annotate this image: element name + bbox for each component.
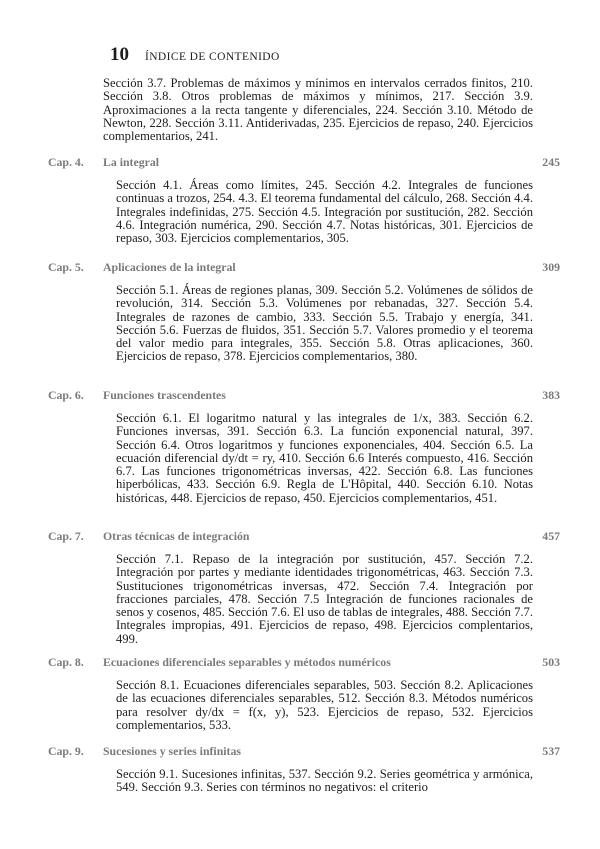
chapter-5 — [0, 260, 600, 364]
chapter-page: 457 — [542, 529, 560, 543]
chapter-sections: Sección 9.1. Sucesiones infinitas, 537. Sección 9.2. Series geométrica y armónica, 549. Sección 9.3. Series con términos no negativos: el criterio — [116, 767, 533, 795]
chapter-sections: Sección 6.1. El logaritmo natural y las integrales de 1/x, 383. Sección 6.2. Funciones inversas, 391. Sección 6.3. La función exponencial natural, 397. Sección 6.4. Otros logaritmos y funciones exponenciales, 404. Sección 6.5. La ecuación diferencial dy/dt = ry, 410. Sección 6.6 Interés compuesto, 416. Sección 6.7. Las funciones trigonométricas inversas, 422. Sección 6.8. Las funciones hiperbólicas, 433. Sección 6.9. Regla de L'Hôpital, 440. Sección 6.10. Notas históricas, 448. Ejercicios de repaso, 450. Ejercicios complementarios, 451. — [116, 411, 533, 505]
chapter-heading — [0, 529, 600, 545]
chapter-title: Funciones trascendentes — [103, 388, 226, 402]
chapter-page: 309 — [542, 260, 560, 274]
chapter-title: Ecuaciones diferenciales separables y métodos numéricos — [103, 655, 391, 669]
chapter-9 — [0, 744, 600, 795]
chapter-sections: Sección 8.1. Ecuaciones diferenciales separables, 503. Sección 8.2. Aplicaciones de las ecuaciones diferenciales separables, 512. Sección 8.3. Métodos numéricos para resolver dy/dx = f(x, y), 523. Ejercicios de repaso, 532. Ejercicios complementarios, 533. — [116, 678, 533, 732]
page-number: 10 — [110, 44, 129, 65]
chapter-label: Cap. 5. — [48, 260, 84, 274]
chapter-sections: Sección 4.1. Áreas como límites, 245. Sección 4.2. Integrales de funciones continuas a trozos, 254. 4.3. El teorema fundamental del cálculo, 268. Sección 4.4. Integrales indefinidas, 275. Sección 4.5. Integración por sustitución, 282. Sección 4.6. Integración numérica, 290. Sección 4.7. Notas históricas, 301. Ejercicios de repaso, 303. Ejercicios complementarios, 305. — [116, 178, 533, 246]
chapter-heading — [0, 155, 600, 171]
chapter-heading — [0, 655, 600, 671]
chapter-7 — [0, 529, 600, 646]
chapter-page: 503 — [542, 655, 560, 669]
chapter-page: 537 — [542, 744, 560, 758]
chapter-label: Cap. 4. — [48, 155, 84, 169]
chapter-title: La integral — [103, 155, 160, 169]
page-header — [110, 44, 280, 66]
chapter-sections: Sección 7.1. Repaso de la integración por sustitución, 457. Sección 7.2. Integración por partes y mediante identidades trigonométricas, 463. Sección 7.3. Sustituciones trigonométricas inversas, 472. Sección 7.4. Integración por fracciones parciales, 478. Sección 7.5 Integración de funciones racionales de senos y cosenos, 485. Sección 7.6. El uso de tablas de integrales, 488. Sección 7.7. Integrales impropias, 491. Ejercicios de repaso, 498. Ejercicios complentarios, 499. — [116, 552, 533, 646]
chapter-label: Cap. 7. — [48, 529, 84, 543]
chapter-title: Sucesiones y series infinitas — [103, 744, 241, 758]
chapter-label: Cap. 9. — [48, 744, 84, 758]
chapter-page: 245 — [542, 155, 560, 169]
chapter-title: Otras técnicas de integración — [103, 529, 250, 543]
chapter-sections: Sección 5.1. Áreas de regiones planas, 309. Sección 5.2. Volúmenes de sólidos de revolución, 314. Sección 5.3. Volúmenes por rebanadas, 327. Sección 5.4. Integrales de razones de cambio, 333. Sección 5.5. Trabajo y energía, 341. Sección 5.6. Fuerzas de fluidos, 351. Sección 5.7. Valores promedio y el teorema del valor medio para integrales, 355. Sección 5.8. Otras aplicaciones, 360. Ejercicios de repaso, 378. Ejercicios complementarios, 380. — [116, 283, 533, 364]
chapter-heading — [0, 388, 600, 404]
running-head: ÍNDICE DE CONTENIDO — [145, 51, 280, 63]
chapter-label: Cap. 6. — [48, 388, 84, 402]
chapter-heading — [0, 260, 600, 276]
chapter-heading — [0, 744, 600, 760]
chapter-6 — [0, 388, 600, 505]
chapter-title: Aplicaciones de la integral — [103, 260, 236, 274]
chapter-8 — [0, 655, 600, 732]
section-3-continuation: Sección 3.7. Problemas de máximos y mínimos en intervalos cerrados finitos, 210. Sección 3.8. Otros problemas de máximos y mínimos, 217. Sección 3.9. Aproximaciones a la recta tangente y diferenciales, 224. Sección 3.10. Método de Newton, 228. Sección 3.11. Antiderivadas, 235. Ejercicios de repaso, 240. Ejercicios complementarios, 241. — [103, 76, 533, 144]
chapter-4 — [0, 155, 600, 246]
chapter-page: 383 — [542, 388, 560, 402]
chapter-label: Cap. 8. — [48, 655, 84, 669]
